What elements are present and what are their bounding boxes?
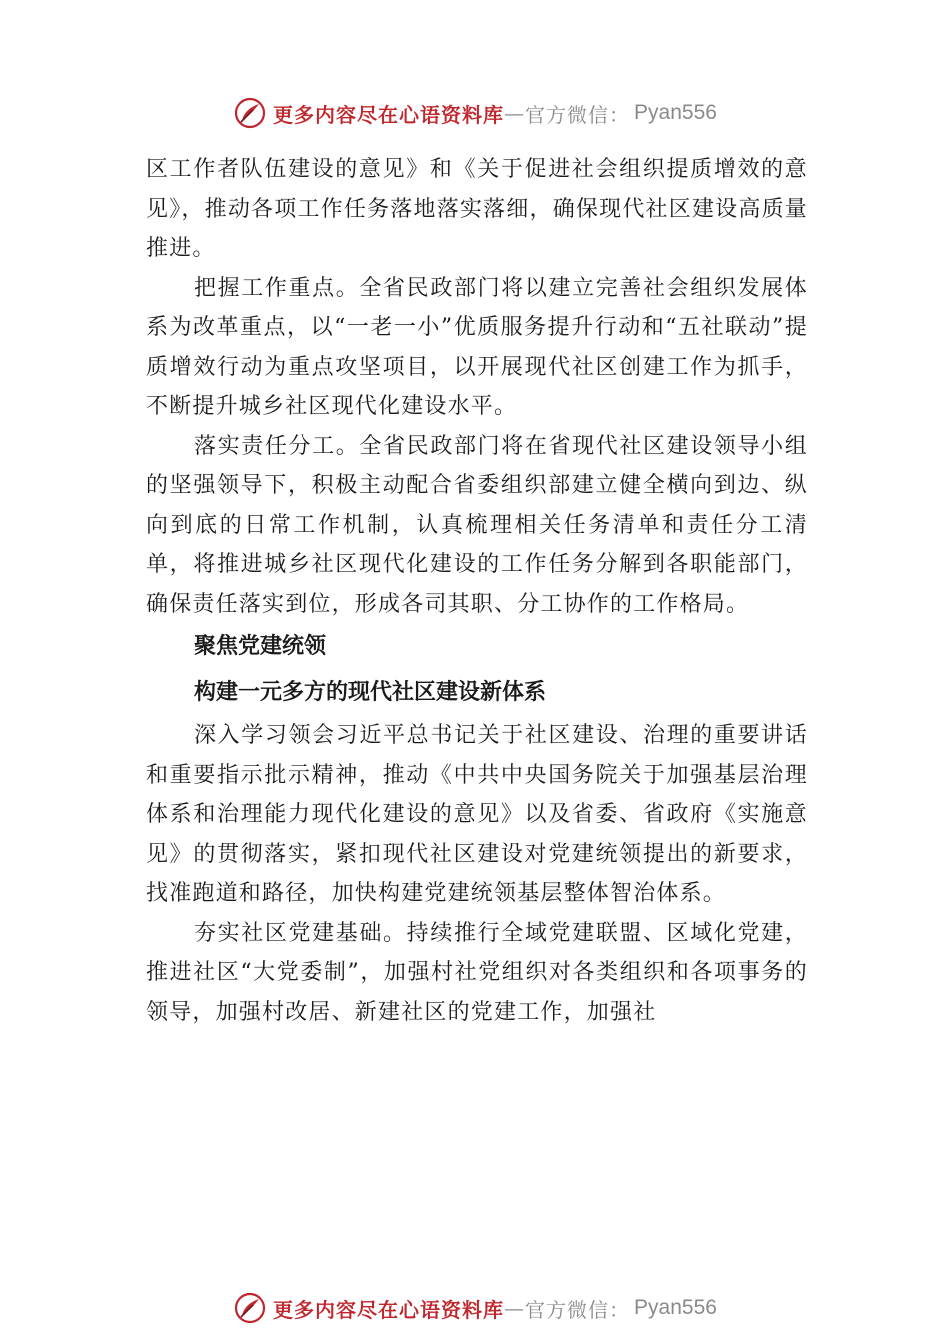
watermark-wechat-id: Pyan556 [634,1296,717,1319]
body-paragraph: 夯实社区党建基础。持续推行全域党建联盟、区域化党建，推进社区“大党委制”，加强村社党组织对各类组织和各项事务的领导，加强村改居、新建社区的党建工作，加强社 [146,920,808,1025]
watermark-wechat-label: 官方微信： [525,1297,631,1322]
watermark-brand-text: 更多内容尽在心语资料库 [273,102,505,127]
watermark-brand-text: 更多内容尽在心语资料库 [273,1297,505,1322]
watermark-header [0,93,950,133]
document-body [146,150,808,1032]
body-paragraph: 深入学习领会习近平总书记关于社区建设、治理的重要讲话和重要指示批示精神，推动《中共中央国务院关于加强基层治理体系和治理能力现代化建设的意见》以及省委、省政府《实施意见》的贯彻落实，紧扣现代社区建设对党建统领提出的新要求，找准跑道和路径，加快构建党建统领基层整体智治体系。 [146,723,808,906]
watermark-dash: — [504,1296,526,1320]
section-heading: 聚焦党建统领 [194,634,327,659]
body-paragraph: 区工作者队伍建设的意见》和《关于促进社会组织提质增效的意见》，推动各项工作任务落地落实落细，确保现代社区建设高质量推进。 [146,157,808,261]
watermark-wechat-label: 官方微信： [525,102,631,127]
brand-logo-icon [233,96,267,130]
watermark-dash: — [504,101,526,125]
body-paragraph: 把握工作重点。全省民政部门将以建立完善社会组织发展体系为改革重点，以“一老一小”优质服务提升行动和“五社联动”提质增效行动为重点攻坚项目，以开展现代社区创建工作为抓手，不断提升城乡社区现代化建设水平。 [146,275,808,419]
section-subheading: 构建一元多方的现代社区建设新体系 [194,680,547,705]
watermark-wechat-id: Pyan556 [634,101,717,124]
watermark-footer [0,1288,950,1328]
body-paragraph: 落实责任分工。全省民政部门将在省现代社区建设领导小组的坚强领导下，积极主动配合省委组织部建立健全横向到边、纵向到底的日常工作机制，认真梳理相关任务清单和责任分工清单，将推进城乡社区现代化建设的工作任务分解到各职能部门，确保责任落实到位，形成各司其职、分工协作的工作格局。 [146,433,808,617]
brand-logo-icon [233,1291,267,1325]
